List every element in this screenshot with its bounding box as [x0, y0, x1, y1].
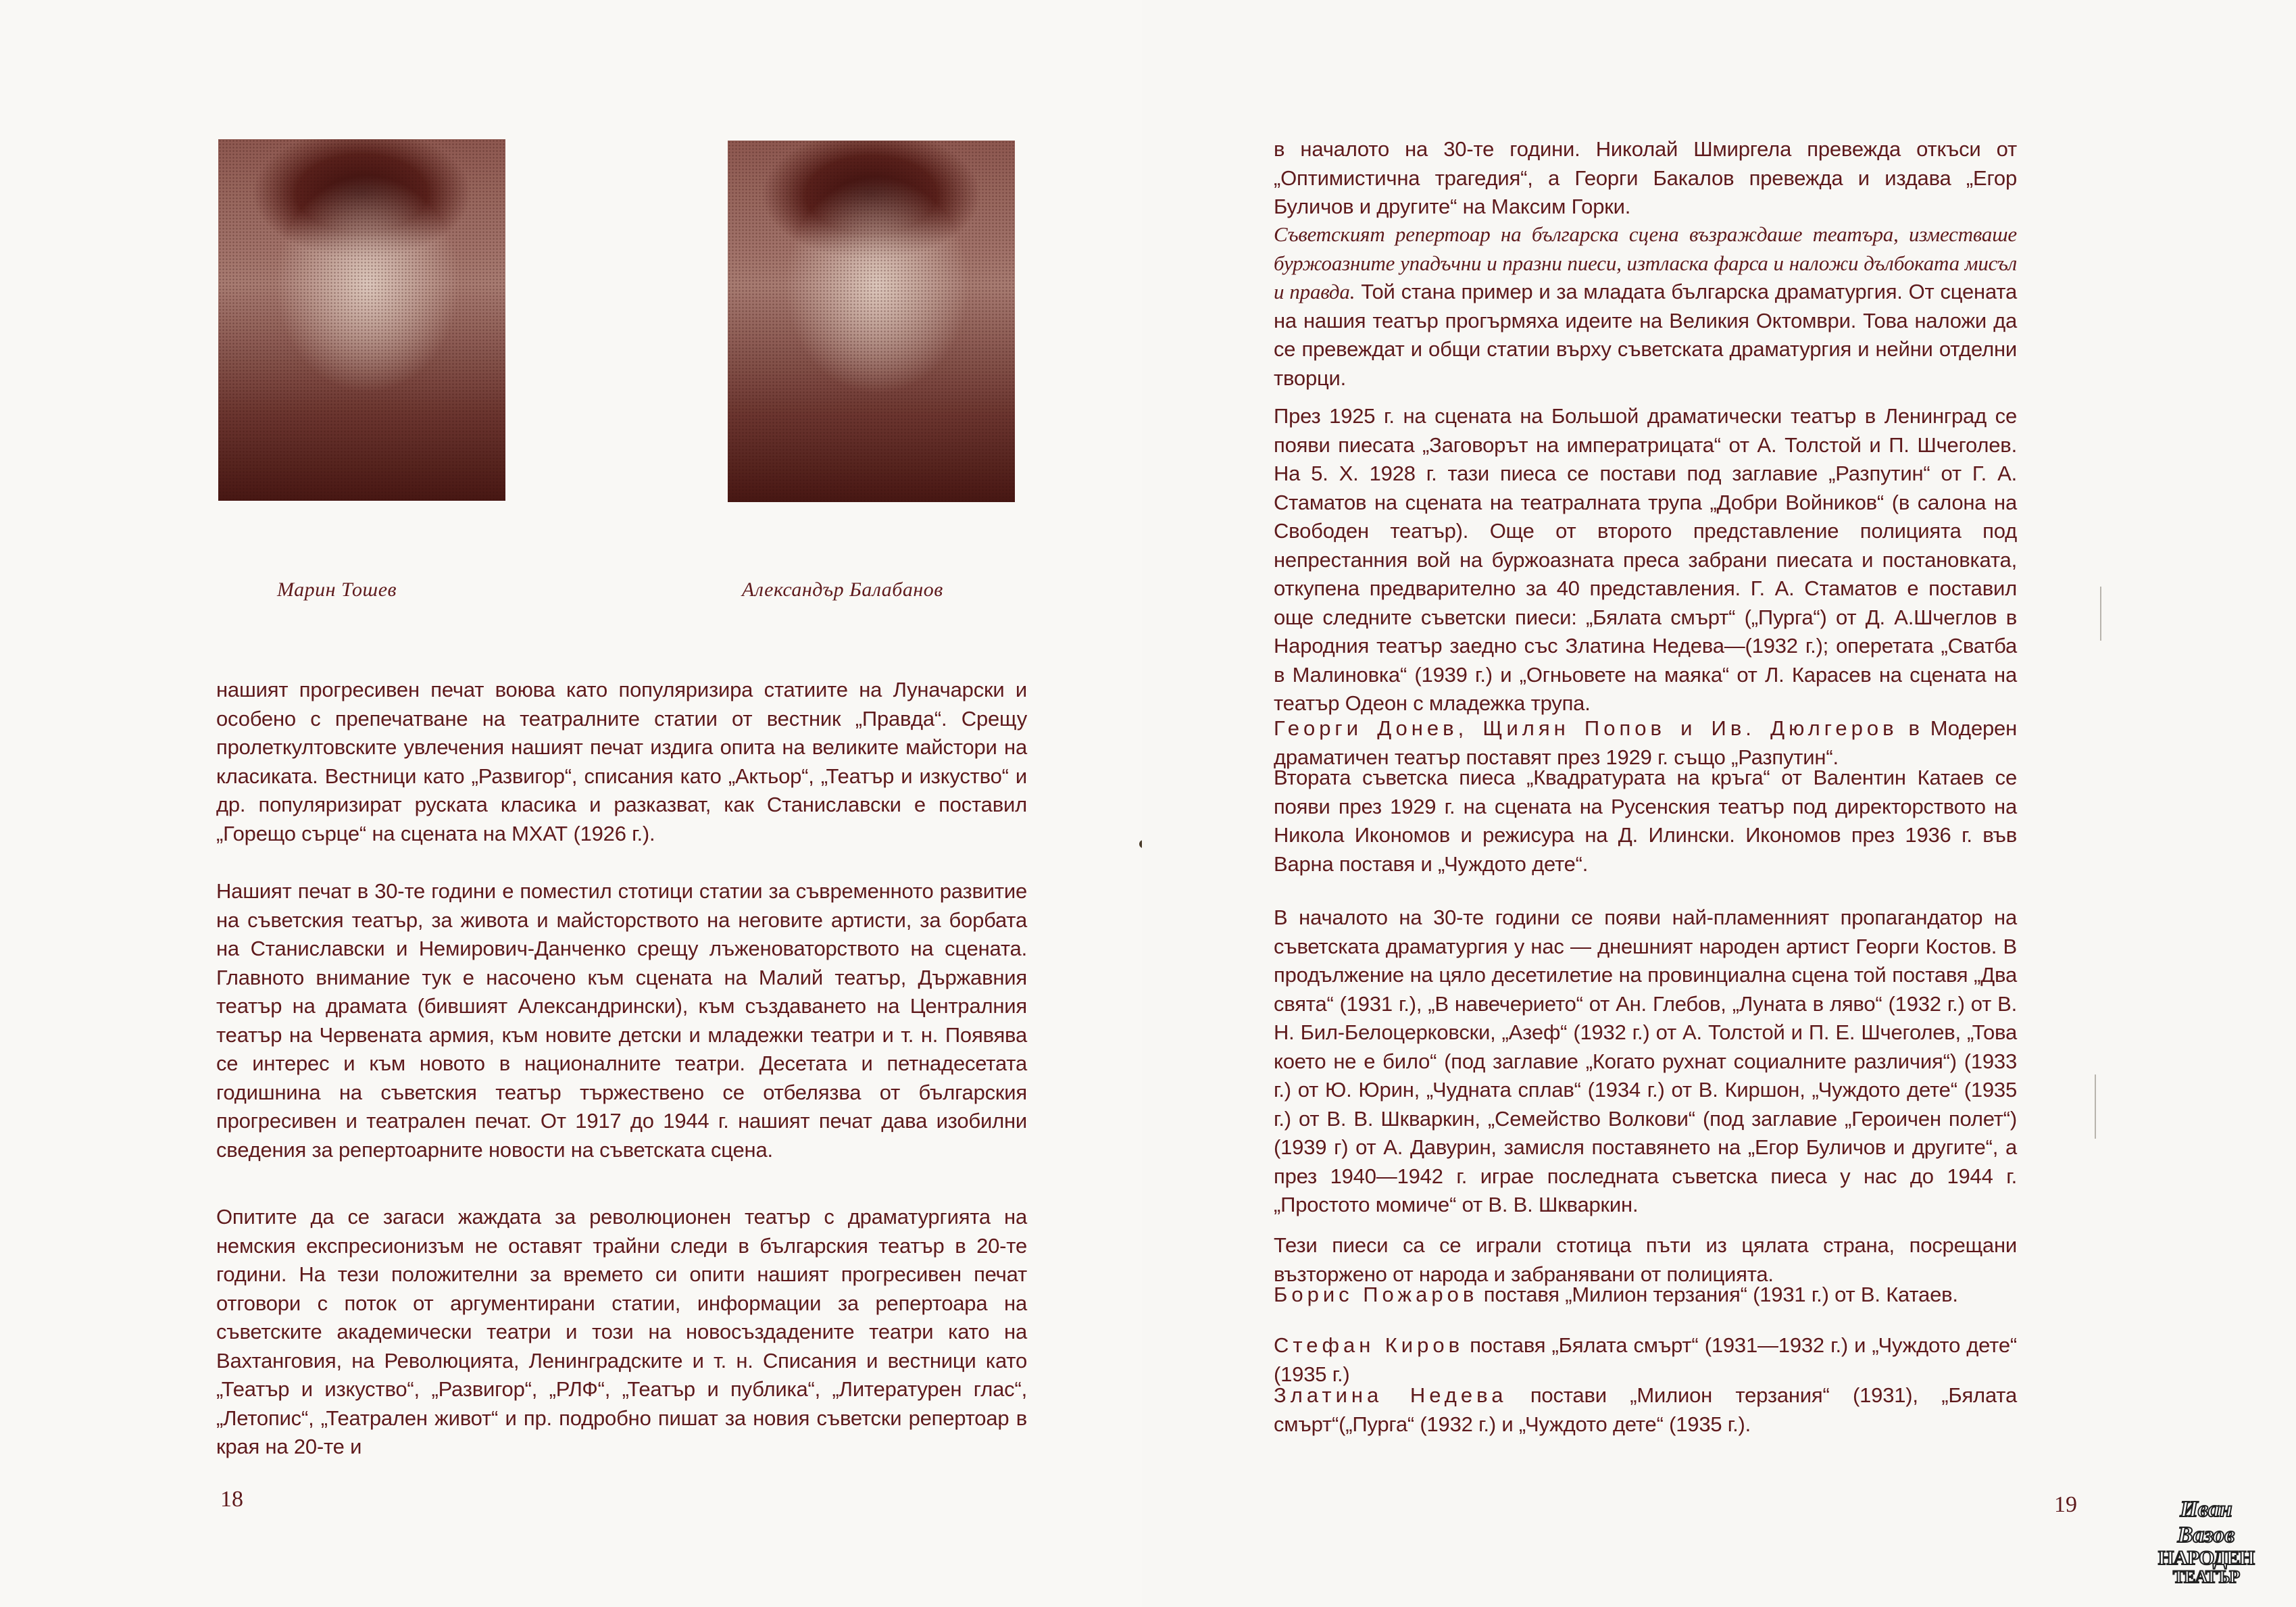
paragraph-text: в началото на 30-те години. Николай Шмиргела превежда откъси от „Оптимистична трагедия“, а Георги Бакалов превежда и издава „Егор Буличов и другите“ на Максим Горки.	[1274, 137, 2017, 218]
paragraph-text: в Модерен драматичен театър поставят през 1929 г. също „Разпутин“.	[1274, 716, 2017, 769]
paragraph	[1274, 1281, 2017, 1310]
paragraph	[1274, 135, 2017, 222]
paragraph	[216, 877, 1027, 1164]
paragraph	[1274, 764, 2017, 879]
logo-line-1: НАРОДЕН	[2158, 1547, 2254, 1569]
pencil-mark	[2095, 1074, 2096, 1139]
spaced-names: Златина Недева	[1274, 1383, 1507, 1407]
paragraph-text: Тези пиеси са се играли стотица пъти из цялата страна, посрещани възторжено от народа и забранявани от полицията.	[1274, 1233, 2017, 1286]
portrait-photo-marin-toshev	[218, 139, 505, 501]
paragraph-text: Опитите да се загаси жаждата за революционен театър с драматургията на немския експресионизъм не оставят трайни следи в българския театър в 20-те години. На тези положителни за времето си опити нашият прогресивен печат отговори с поток от аргументирани статии, информации за репертоара на съветските академически театри и този на новосъздадените театри като на Вахтанговия, на Революцията, Ленинградските и т. н. Списания и вестници като „Театър и изкуство“, „Развигор“, „РЛФ“, „Театър и публика“, „Литературен глас“, „Летопис“, „Театрален живот“ и пр. подробно пишат за новия съветски репертоар в края на 20-те и	[216, 1205, 1027, 1458]
paragraph-text: нашият прогресивен печат воюва като популяризира статиите на Луначарски и особено с препечатване на театралните статии от вестник „Правда“. Срещу пролеткултовските увлечения нашият печат издига опита на великите майстори на класиката. Вестници като „Развигор“, списания като „Актьор“, „Театър и изкуство“ и др. популяризират руската класика и разказват, как Станиславски е поставил „Горещо сърце“ на сцената на МХАТ (1926 г.).	[216, 678, 1027, 845]
spaced-names: Борис Пожаров	[1274, 1283, 1478, 1306]
photo-caption: Марин Тошев	[277, 578, 397, 601]
paragraph-text: В началото на 30-те години се появи най-пламенният пропагандатор на съветската драматургия у нас — днешният народен артист Георги Костов. В продължение на цяло десетилетие на провинциална сцена той поставя „Два свята“ (1931 г.), „В навечерието“ от Ан. Глебов, „Луната в ляво“ (1932 г.) от В. Н. Бил-Белоцерковски, „Азеф“ (1932 г.) от А. Толстой и П. Е. Шчеголев, „Това което не е било“ (под заглавие „Когато рухнат социалните различия“) (1933 г.) от Ю. Юрин, „Чудната сплав“ (1934 г.) от В. Киршон, „Чуждото дете“ (1935 г.) от В. В. Шкваркин, „Семейство Волкови“ (под заглавие „Героичен полет“) (1939 г) от А. Давурин, замисля поставянето на „Егор Буличов и другите“, а през 1940—1942 г. играе последната съветска пиеса у нас до 1944 г. „Простото момиче“ от В. В. Шкваркин.	[1274, 906, 2017, 1216]
paragraph	[1274, 220, 2017, 393]
logo-signature: Иван Вазов	[2177, 1497, 2235, 1548]
paragraph	[1274, 904, 2017, 1220]
paragraph	[1274, 1331, 2017, 1389]
page-number: 19	[2054, 1492, 2077, 1517]
portrait-photo-aleksandar-balabanov	[728, 141, 1015, 502]
paragraph-text: Той стана пример и за младата българска драматургия. От сцената на нашия театър прогърмяха идеите на Великия Октомври. Това наложи да се превеждат и общи статии върху съветската драматургия и нейни отделни творци.	[1274, 280, 2017, 390]
spaced-names: Георги Донев, Щилян Попов и Ив. Дюлгеров	[1274, 716, 1898, 740]
paragraph-text: постави „Милион терзания“ (1931), „Бялата смърт“(„Пурга“ (1932 г.) и „Чуждото дете“ (1935 г.).	[1274, 1383, 2017, 1436]
logo-line-2: ТЕАТЪР	[2172, 1567, 2240, 1587]
paragraph	[216, 676, 1027, 848]
left-page	[0, 0, 1142, 1607]
page-number: 18	[220, 1487, 243, 1512]
national-theatre-logo	[2152, 1497, 2260, 1587]
photo-caption: Александър Балабанов	[742, 578, 943, 601]
paragraph	[1274, 402, 2017, 718]
paragraph-text: Нашият печат в 30-те години е поместил стотици статии за съвременното развитие на съветския театър, за живота и майсторството на неговите артисти, за борбата на Станиславски и Немирович-Данченко срещу лъженоваторството на сцената. Главното внимание тук е насочено към сцената на Малий театър, Държавния театър на драмата (бившият Александрински), към създаването на Централния театър на Червената армия, към новите детски и младежки театри и т. н. Появява се интерес и към новото в националните театри. Десетата и петнадесетата годишнина на съветския театър тържествено се отбелязва от българския прогресивен и театрален печат. От 1917 до 1944 г. нашият печат дава изобилни сведения за репертоарните новости на съветската сцена.	[216, 879, 1027, 1162]
paragraph-text: поставя „Милион терзания“ (1931 г.) от В. Катаев.	[1478, 1283, 1958, 1306]
paragraph-text: поставя „Бялата смърт“ (1931—1932 г.) и „Чуждото дете“ (1935 г.)	[1274, 1333, 2017, 1386]
paragraph-text: Втората съветска пиеса „Квадратурата на кръга“ от Валентин Катаев се появи през 1929 г. на сцената на Русенския театър под директорството на Никола Икономов и режисура на Д. Илински. Икономов през 1936 г. във Варна поставя и „Чуждото дете“.	[1274, 766, 2017, 876]
pencil-mark	[2100, 587, 2101, 641]
paragraph	[216, 1203, 1027, 1462]
paragraph	[1274, 1381, 2017, 1439]
italic-emphasis: Съветският репертоар на българска сцена възраждаше театъра, изместваше буржоазните упадъчни и празни пиеси, изтласка фарса и наложи дълбоката мисъл и правда.	[1274, 222, 2017, 303]
paragraph-text: През 1925 г. на сцената на Большой драматически театър в Ленинград се появи пиесата „Заговорът на императрицата“ от А. Толстой и П. Шчеголев. На 5. X. 1928 г. тази пиеса се постави под заглавие „Разпутин“ от Г. А. Стаматов на сцената на театралната трупа „Добри Войников“ (в салона на Свободен театър). Още от второто представление полицията под непрестанния вой на буржоазната преса забрани пиесата и постановката, откупена предварително за 40 представления. Г. А. Стаматов е поставил още следните съветски пиеси: „Бялата смърт“ („Пурга“) от Д. А.Шчеглов в Народния театър заедно със Златина Недева—(1932 г.); оперетата „Сватба в Малиновка“ (1939 г.) и „Огньовете на маяка“ от Л. Карасев на сцената на театър Одеон с младежка трупа.	[1274, 404, 2017, 715]
spaced-names: Стефан Киров	[1274, 1333, 1464, 1357]
